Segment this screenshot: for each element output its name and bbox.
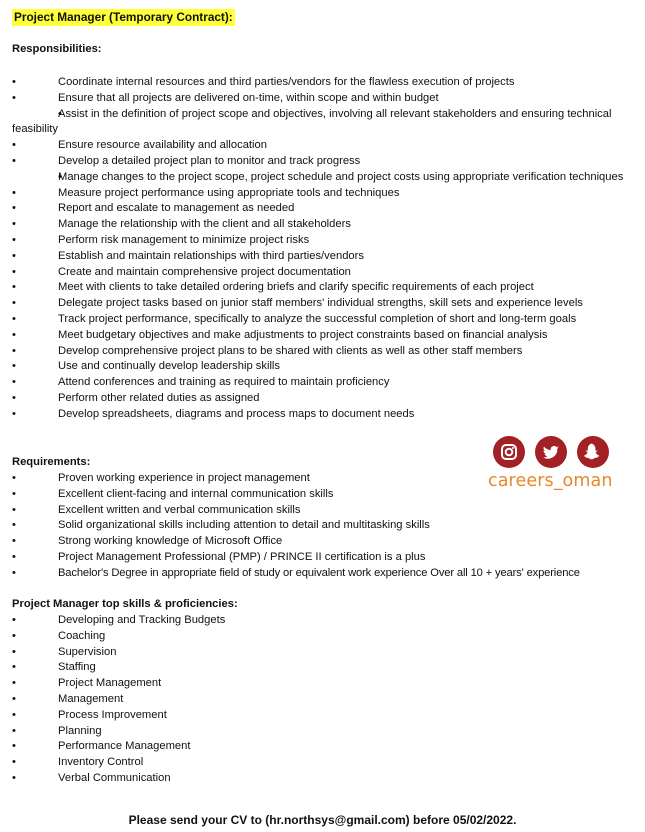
- requirements-heading: Requirements:: [12, 456, 91, 468]
- list-item: • Attend conferences and training as required to maintain proficiency: [12, 375, 640, 391]
- responsibilities-heading: Responsibilities:: [12, 43, 102, 55]
- list-item: • Measure project performance using appropriate tools and techniques: [12, 186, 640, 202]
- list-item: • Bachelor's Degree in appropriate field of study or equivalent work experience Over all 10 + years' experience: [12, 566, 640, 582]
- list-item: • Solid organizational skills including attention to detail and multitasking skills: [12, 518, 640, 534]
- list-item: • Supervision: [12, 645, 640, 661]
- list-item: • Excellent client-facing and internal communication skills: [12, 487, 640, 503]
- list-item: • Manage changes to the project scope, project schedule and project costs using appropriate verification techniques: [12, 170, 640, 186]
- list-item: • Perform other related duties as assigned: [12, 391, 640, 407]
- list-item: • Meet with clients to take detailed ordering briefs and clarify specific requirements of each project: [12, 280, 640, 296]
- application-instructions: Please send your CV to (hr.northsys@gmail.com) before 05/02/2022.: [128, 813, 517, 827]
- list-item: • Planning: [12, 724, 640, 740]
- twitter-icon: [535, 436, 567, 468]
- list-item: • Assist in the definition of project scope and objectives, involving all relevant stakeholders and ensuring technical feasibility: [12, 107, 640, 139]
- list-item: • Use and continually develop leadership skills: [12, 359, 640, 375]
- list-item: • Inventory Control: [12, 755, 640, 771]
- list-item: • Process Improvement: [12, 708, 640, 724]
- requirements-list: [12, 471, 640, 582]
- list-item: • Track project performance, specifically to analyze the successful completion of short and long-term goals: [12, 312, 640, 328]
- list-item: • Create and maintain comprehensive project documentation: [12, 265, 640, 281]
- list-item: • Project Management Professional (PMP) / PRINCE II certification is a plus: [12, 550, 640, 566]
- list-item: • Establish and maintain relationships with third parties/vendors: [12, 249, 640, 265]
- list-item: • Proven working experience in project management: [12, 471, 640, 487]
- list-item: • Verbal Communication: [12, 771, 640, 787]
- instagram-icon: [493, 436, 525, 468]
- list-item: • Perform risk management to minimize project risks: [12, 233, 640, 249]
- list-item: • Developing and Tracking Budgets: [12, 613, 640, 629]
- list-item: • Develop comprehensive project plans to be shared with clients as well as other staff members: [12, 344, 640, 360]
- list-item: • Performance Management: [12, 739, 640, 755]
- list-item: • Manage the relationship with the client and all stakeholders: [12, 217, 640, 233]
- responsibilities-list: [12, 75, 640, 423]
- list-item: • Ensure that all projects are delivered on-time, within scope and within budget: [12, 91, 640, 107]
- list-item: • Project Management: [12, 676, 640, 692]
- list-item: • Strong working knowledge of Microsoft Office: [12, 534, 640, 550]
- social-handle: careers_oman: [488, 471, 613, 491]
- list-item: • Delegate project tasks based on junior staff members' individual strengths, skill sets and experience levels: [12, 296, 640, 312]
- snapchat-icon: [577, 436, 609, 468]
- list-item: • Ensure resource availability and allocation: [12, 138, 640, 154]
- job-title: Project Manager (Temporary Contract):: [14, 10, 233, 24]
- list-item: • Management: [12, 692, 640, 708]
- list-item: • Meet budgetary objectives and make adjustments to project constraints based on financial analysis: [12, 328, 640, 344]
- list-item: • Coaching: [12, 629, 640, 645]
- skills-list: [12, 613, 640, 787]
- list-item: • Report and escalate to management as needed: [12, 201, 640, 217]
- list-item: • Develop a detailed project plan to monitor and track progress: [12, 154, 640, 170]
- list-item: • Staffing: [12, 660, 640, 676]
- skills-heading: Project Manager top skills & proficiencies:: [12, 598, 238, 610]
- list-item: • Develop spreadsheets, diagrams and process maps to document needs: [12, 407, 640, 423]
- list-item: • Coordinate internal resources and third parties/vendors for the flawless execution of projects: [12, 75, 640, 91]
- list-item: • Excellent written and verbal communication skills: [12, 503, 640, 519]
